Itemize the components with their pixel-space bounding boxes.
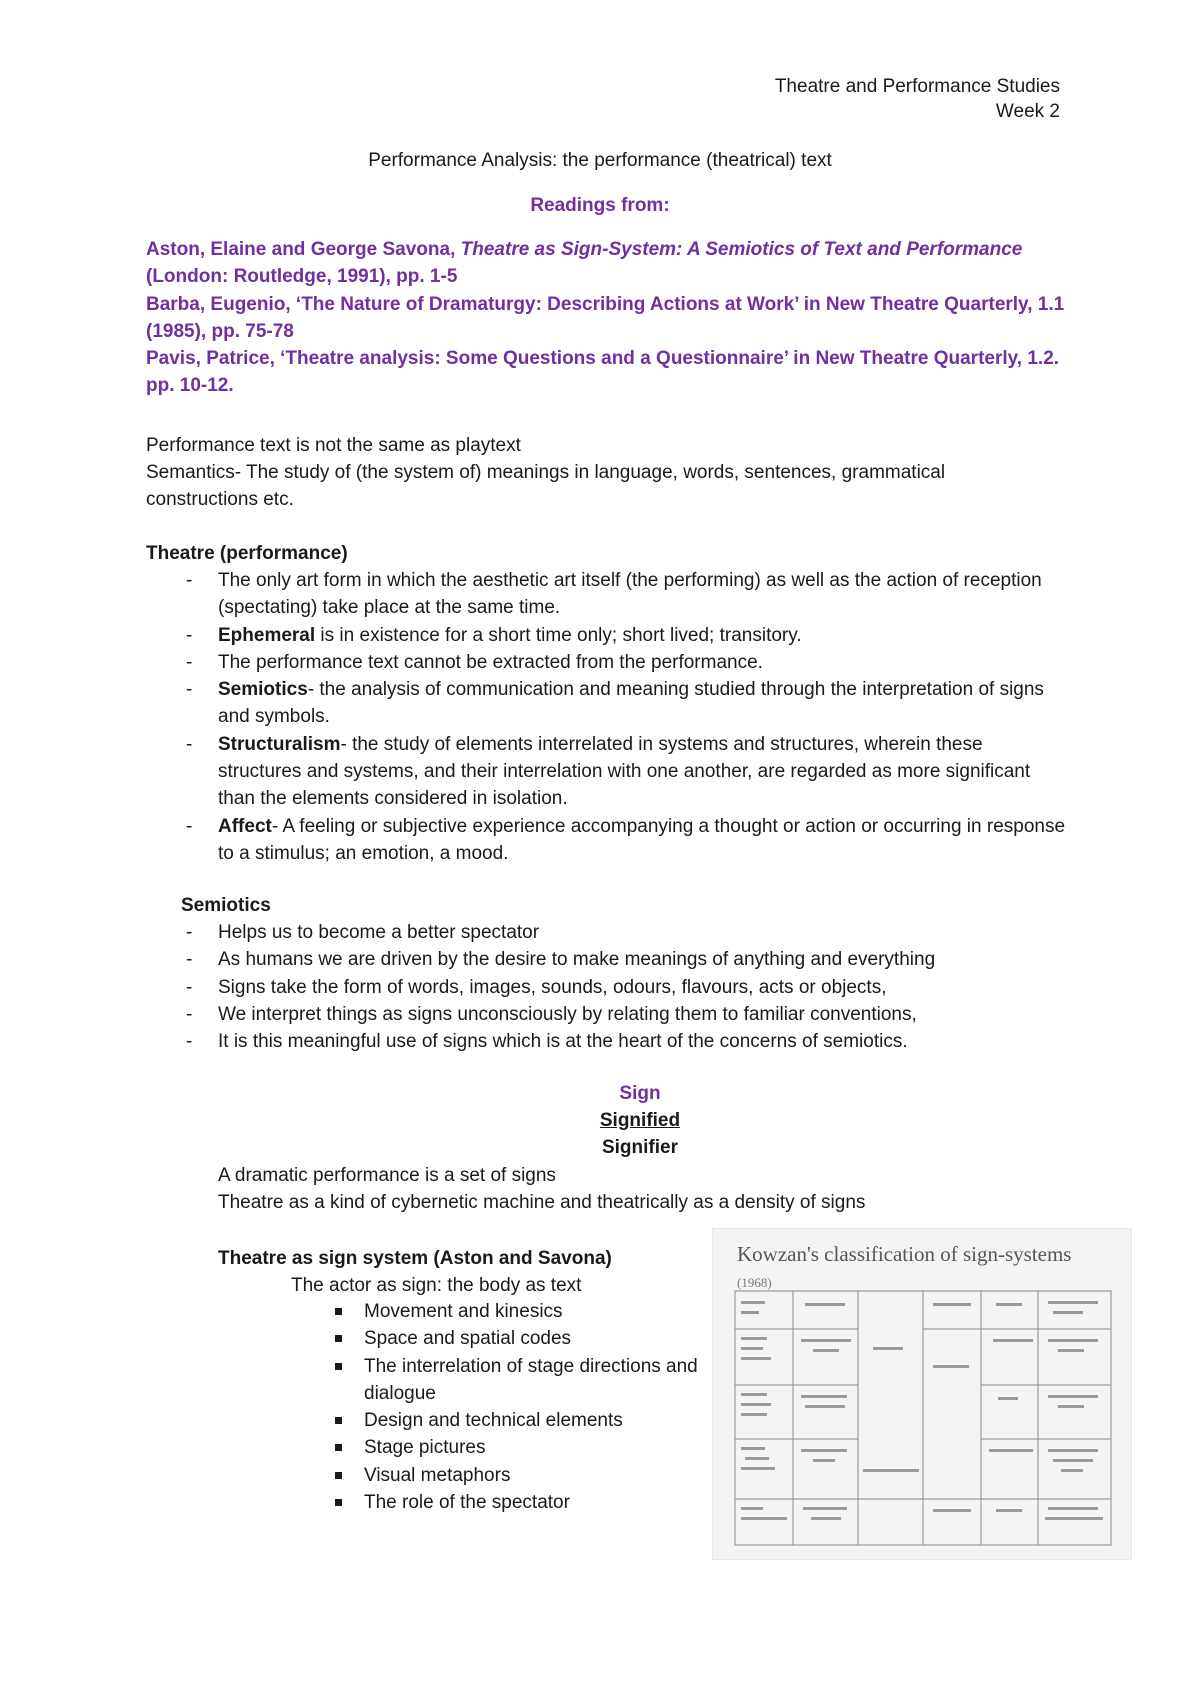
list-item: The interrelation of stage directions and dialogue [291,1353,711,1408]
list-item: Movement and kinesics [291,1298,711,1325]
kowzan-figure-year: (1968) [737,1275,772,1290]
dramatic-performance-text [218,1162,865,1216]
course-name: Theatre and Performance Studies [774,76,1060,97]
list-item: Space and spatial codes [291,1325,711,1352]
sign-system-list [291,1298,711,1516]
page-header [775,74,1060,124]
kowzan-figure-title: Kowzan's classification of sign-systems [737,1242,1072,1266]
reference-aston: Aston, Elaine and George Savona, Theatre as Sign-System: A Semiotics of Text and Performance (London: Routledge, 1991), pp. 1-5 [146,239,1023,288]
semiotics-section-heading: Semiotics [181,895,271,916]
theatre-list [146,567,1066,867]
readings-heading: Readings from: [530,195,670,216]
list-item: - Ephemeral is in existence for a short time only; short lived; transitory. [186,624,802,646]
list-item: - Semiotics- the analysis of communication and meaning studied through the interpretation of signs and symbols. [186,679,1044,728]
sign-system-subheading: The actor as sign: the body as text [291,1275,582,1296]
week-label: Week 2 [995,101,1060,122]
signifier-label: Signifier [601,1137,678,1158]
page-title: Performance Analysis: the performance (theatrical) text [368,150,832,171]
intro-line-playtext: Performance text is not the same as playtext [146,435,521,456]
kowzan-table-illustration [713,1229,1131,1559]
signified-label: Signified [599,1110,681,1131]
list-item: - The performance text cannot be extracted from the performance. [186,651,763,673]
list-item: The role of the spectator [291,1489,711,1516]
list-item: Design and technical elements [291,1407,711,1434]
list-item: - It is this meaningful use of signs which is at the heart of the concerns of semiotics. [186,1031,908,1053]
semiotics-list [146,919,1066,1055]
list-item: - As humans we are driven by the desire to make meanings of anything and everything [186,949,936,971]
kowzan-classification-figure [712,1228,1132,1560]
list-item: - The only art form in which the aesthetic art itself (the performing) as well as the action of reception (spectating) take place at the same time. [186,570,1042,619]
dramatic-line-2: Theatre as a kind of cybernetic machine and theatrically as a density of signs [218,1192,866,1213]
list-item: - Helps us to become a better spectator [186,922,540,943]
list-item: - Signs take the form of words, images, sounds, odours, flavours, acts or objects, [186,976,887,998]
reference-barba: Barba, Eugenio, ‘The Nature of Dramaturgy: Describing Actions at Work’ in New Theatre Quarterly, 1.1 (1985), pp. 75-78 [146,293,1065,342]
reference-pavis: Pavis, Patrice, ‘Theatre analysis: Some Questions and a Questionnaire’ in New Theatre Quarterly, 1.2. pp. 10-12. [146,348,1060,397]
list-item: - We interpret things as signs unconsciously by relating them to familiar conventions, [186,1003,917,1025]
sign-system-heading: Theatre as sign system (Aston and Savona) [218,1248,612,1269]
dramatic-line-1: A dramatic performance is a set of signs [218,1165,556,1186]
list-item: Visual metaphors [291,1462,711,1489]
reading-references [146,236,1076,400]
intro-paragraph [146,432,1046,513]
list-item: Stage pictures [291,1434,711,1461]
intro-line-semantics: Semantics- The study of (the system of) meanings in language, words, sentences, grammatical constructions etc. [146,462,946,510]
sign-label: Sign [619,1083,661,1104]
theatre-section-heading: Theatre (performance) [146,543,348,564]
list-item: - Affect- A feeling or subjective experience accompanying a thought or action or occurring in response to a stimulus; an emotion, a mood. [186,815,1066,864]
sign-diagram-labels [0,1080,1200,1161]
list-item: - Structuralism- the study of elements interrelated in systems and structures, wherein these structures and systems, and their interrelation with one another, are regarded as more significant than the elements considered in isolation. [186,733,1031,810]
